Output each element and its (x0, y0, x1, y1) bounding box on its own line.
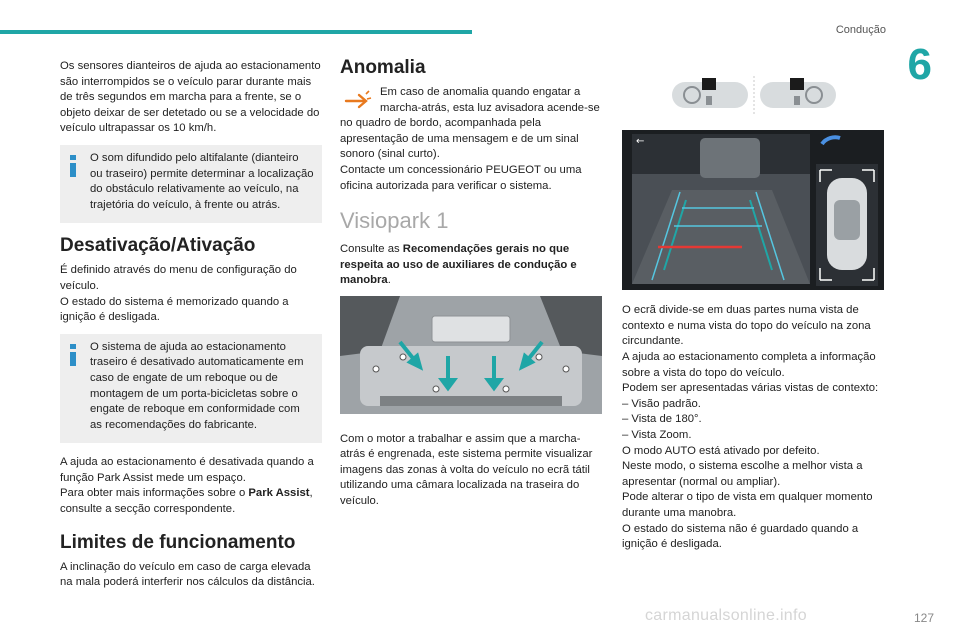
paragraph: O ecrã divide-se em duas partes numa vista de contexto e numa vista do topo do veículo na zona circundante. (622, 304, 871, 348)
heading-deactivation: Desativação/Ativação (60, 235, 256, 257)
anomaly-block (340, 85, 603, 163)
column-3 (622, 76, 884, 553)
paragraph: Neste modo, o sistema escolhe a melhor vista a apresentar (normal ou ampliar). (622, 460, 863, 488)
info-note (60, 145, 322, 223)
rear-camera-sensors-image (340, 296, 602, 414)
note-text: O som difundido pelo altifalante (dianteiro ou traseiro) permite determinar a localização do obstáculo relativamente ao veículo, na trajetória do veículo, à frente ou atrás. (90, 151, 314, 211)
info-note (60, 334, 322, 444)
paragraph: Para obter mais informações sobre o Park Assist, consulte a secção correspondente. (60, 487, 313, 516)
paragraph: Podem ser apresentadas várias vistas de contexto: (622, 382, 879, 395)
recommendations-reference: Recomendações gerais no que respeita ao uso de auxiliares de condução e manobra (340, 243, 577, 287)
park-sensor-warning-icon (342, 88, 372, 112)
column-1 (60, 59, 322, 591)
note-text: O sistema de ajuda ao estacionamento traseiro é desativado automaticamente em caso de engate de um reboque ou de montagem de um porta-bicicletas sobre o engate de reboque em conformidade com as recomendações do fabricante. (90, 340, 304, 431)
list-item: – Vista de 180°. (622, 413, 702, 426)
paragraph: Pode alterar o tipo de vista em qualquer momento durante uma manobra. (622, 491, 873, 519)
paragraph: O estado do sistema é memorizado quando a ignição é desligada. (60, 295, 289, 324)
paragraph: Contacte um concessionário PEUGEOT ou uma oficina autorizada para verificar o sistema. (340, 163, 582, 192)
column-2 (340, 57, 603, 510)
info-icon (68, 155, 78, 177)
rear-camera-screen (622, 130, 884, 290)
list-item: – Visão padrão. (622, 397, 701, 410)
paragraph: Com o motor a trabalhar e assim que a marcha-atrás é engrenada, este sistema permite visualizar imagens das zonas à volta do veículo no ecrã tátil utilizando uma câmara localizada na traseira do veículo. (340, 432, 593, 507)
park-assist-reference: Park Assist (248, 487, 310, 500)
back-arrow-icon: ← (636, 135, 645, 147)
paragraph: A inclinação do veículo em caso de carga elevada na mala poderá interferir nos cálculos da distância. (60, 560, 315, 589)
info-icon (68, 344, 78, 366)
heading-limits: Limites de funcionamento (60, 531, 296, 553)
watermark: carmanualsonline.info (645, 607, 807, 624)
paragraph: A ajuda ao estacionamento completa a informação sobre a vista do topo do veículo. (622, 350, 876, 379)
header-accent-bar (0, 30, 472, 34)
paragraph: É definido através do menu de configuração do veículo. (60, 264, 297, 292)
paragraph: A ajuda ao estacionamento é desativada quando a função Park Assist mede um espaço. (60, 456, 314, 484)
intro-paragraph: Os sensores dianteiros de ajuda ao estacionamento são interrompidos se o veículo parar durante mais de três segundos em marcha para a frente, se o objeto deixar de ser detetado ou se a velocidade do veículo ultrapassar os 10 km/h. (60, 60, 321, 135)
heading-anomaly: Anomalia (340, 57, 426, 78)
paragraph: Consulte as Recomendações gerais no que respeita ao uso de auxiliares de condução e manobra. (340, 243, 577, 287)
page-number: 127 (913, 611, 934, 625)
paragraph: O estado do sistema não é guardado quando a ignição é desligada. (622, 522, 859, 551)
section-title: Condução (835, 24, 886, 36)
heading-visiopark: Visiopark 1 (340, 208, 449, 234)
view-mode-thumbnails (622, 76, 884, 116)
paragraph: O modo AUTO está ativado por defeito. (622, 444, 820, 457)
paragraph: Em caso de anomalia quando engatar a marcha-atrás, esta luz avisadora acende-se no quadro de bordo, acompanhada pela apresentação de uma mensagem e de um sinal sonoro (sinal curto). (340, 86, 600, 161)
chapter-number: 6 (907, 40, 932, 89)
list-item: – Vista Zoom. (622, 428, 692, 441)
